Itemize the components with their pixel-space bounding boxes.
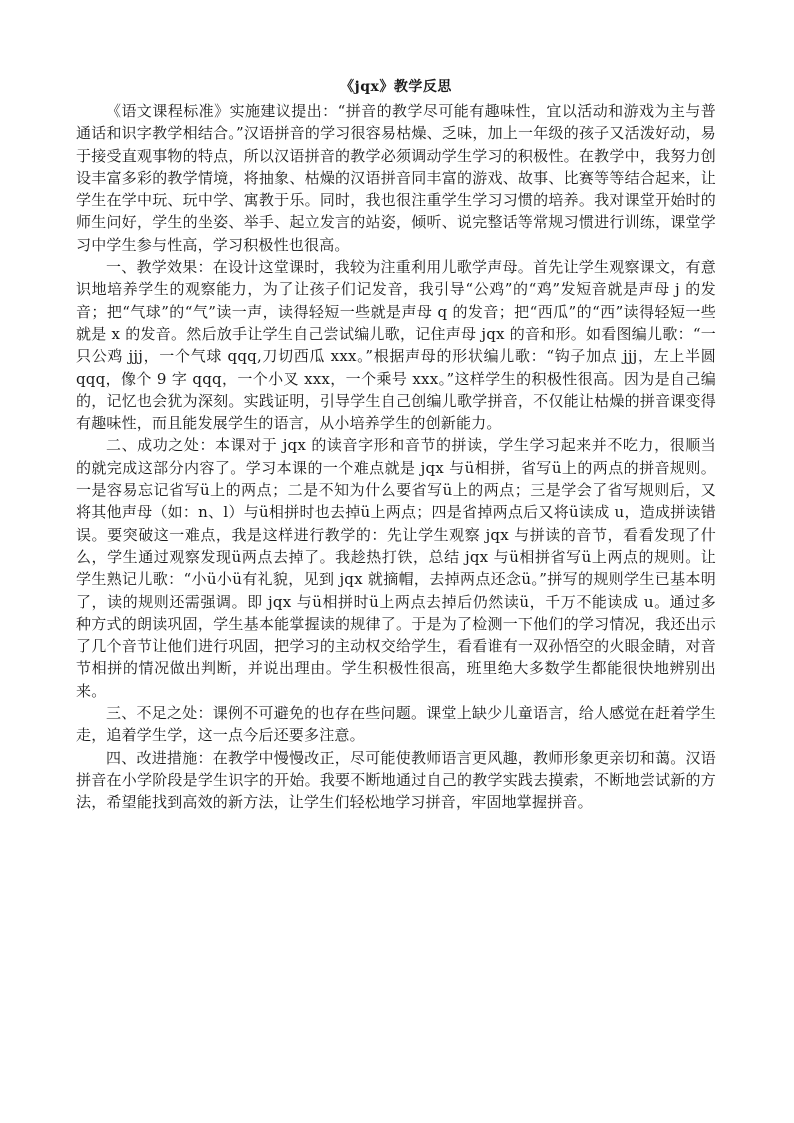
document-title: 《jqx》教学反思 bbox=[340, 79, 452, 95]
paragraph-improvements: 四、改进措施：在教学中慢慢改正，尽可能使教师语言更风趣，教师形象更亲切和蔼。汉语拼音在小学阶段是学生识字的开始。我要不断地通过自己的教学实践去摸索，不断地尝试新的方法，希望能找到高效的新方法，让学生们轻松地学习拼音，牢固地掌握拼音。 bbox=[76, 748, 716, 812]
paragraph-intro: 《语文课程标准》实施建议提出：“拼音的教学尽可能有趣味性，宜以活动和游戏为主与普通话和识字教学相结合。”汉语拼音的学习很容易枯燥、乏味，加上一年级的孩子又活泼好动，易于接受直观事物的特点，所以汉语拼音的教学必须调动学生学习的积极性。在教学中，我努力创设丰富多彩的教学情境，将抽象、枯燥的汉语拼音同丰富的游戏、故事、比赛等等结合起来，让学生在学中玩、玩中学、寓教于乐。同时，我也很注重学生学习习惯的培养。我对课堂开始时的师生问好，学生的坐姿、举手、起立发言的站姿，倾听、说完整话等常规习惯进行训练，课堂学习中学生参与性高，学习积极性也很高。 bbox=[76, 102, 716, 254]
paragraph-shortcomings: 三、不足之处：课例不可避免的也存在些问题。课堂上缺少儿童语言，给人感觉在赶着学生走，追着学生学，这一点今后还要多注意。 bbox=[76, 704, 716, 745]
paragraph-successes: 二、成功之处：本课对于 jqx 的读音字形和音节的拼读，学生学习起来并不吃力，很顺当的就完成这部分内容了。学习本课的一个难点就是 jqx 与ü相拼，省写ü上的两点的拼音规则。一是容易忘记省写ü上的两点；二是不知为什么要省写ü上的两点；三是学会了省写规则后，又将其他声母（如：n、l）与ü相拼时也去掉ü上两点；四是省掉两点后又将ü读成 u，造成拼读错误。要突破这一难点，我是这样进行教学的：先让学生观察 jqx 与拼读的音节，看看发现了什么，学生通过观察发现ü两点去掉了。我趁热打铁，总结 jqx 与ü相拼省写ü上两点的规则。让学生熟记儿歌：“小ü小ü有礼貌，见到 jqx 就摘帽，去掉两点还念ü。”拼写的规则学生已基本明了，读的规则还需强调。即 jqx 与ü相拼时ü上两点去掉后仍然读ü，千万不能读成 u。通过多种方式的朗读巩固，学生基本能掌握读的规律了。于是为了检测一下他们的学习情况，我还出示了几个音节让他们进行巩固，把学习的主动权交给学生，看看谁有一双孙悟空的火眼金睛，对音节相拼的情况做出判断，并说出理由。学生积极性很高，班里绝大多数学生都能很快地辨别出来。 bbox=[76, 436, 716, 700]
paragraph-teaching-effect: 一、教学效果：在设计这堂课时，我较为注重利用儿歌学声母。首先让学生观察课文，有意识地培养学生的观察能力，为了让孩子们记发音，我引导“公鸡”的“鸡”发短音就是声母 j 的发音；把“气球”的“气”读一声，读得轻短一些就是声母 q 的发音；把“西瓜”的“西”读得轻短一些就是 x 的发音。然后放手让学生自己尝试编儿歌，记住声母 jqx 的音和形。如看图编儿歌：“一只公鸡 jjj，一个气球 qqq,刀切西瓜 xxx。”根据声母的形状编儿歌：“钩子加点 jjj，左上半圆 qqq，像个 9 字 qqq，一个小叉 xxx，一个乘号 xxx。”这样学生的积极性很高。因为是自己编的，记忆也会犹为深刻。实践证明，引导学生自己创编儿歌学拼音，不仅能让枯燥的拼音课变得有趣味性，而且能发展学生的语言，从小培养学生的创新能力。 bbox=[76, 258, 716, 433]
document-page bbox=[76, 74, 716, 814]
